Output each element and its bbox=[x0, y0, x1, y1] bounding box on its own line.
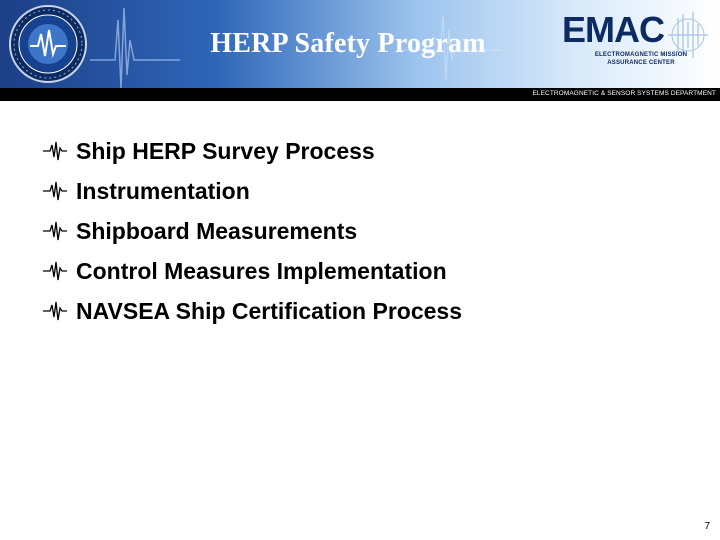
department-seal-icon bbox=[8, 4, 88, 84]
bullet-text: Shipboard Measurements bbox=[76, 217, 358, 244]
signal-pulse-icon bbox=[42, 261, 68, 281]
emac-logo-subtitle: ELECTROMAGNETIC MISSION bbox=[594, 52, 688, 58]
bullet-item bbox=[42, 251, 462, 291]
department-label: ELECTROMAGNETIC & SENSOR SYSTEMS DEPARTMENT bbox=[532, 90, 716, 97]
signal-pulse-icon bbox=[42, 181, 68, 201]
signal-pulse-icon bbox=[42, 301, 68, 321]
emac-logo: EMAC bbox=[562, 9, 664, 50]
header-banner bbox=[0, 0, 720, 88]
bullet-item bbox=[42, 171, 462, 211]
bullet-text: Ship HERP Survey Process bbox=[76, 137, 375, 164]
page-number: 7 bbox=[704, 521, 710, 532]
bullet-list bbox=[42, 131, 462, 331]
bullet-text: Control Measures Implementation bbox=[76, 257, 447, 284]
bullet-text: Instrumentation bbox=[76, 177, 250, 204]
bullet-text: NAVSEA Ship Certification Process bbox=[76, 297, 462, 324]
bullet-item bbox=[42, 131, 462, 171]
department-bar bbox=[0, 88, 720, 101]
bullet-item bbox=[42, 211, 462, 251]
slide-title: HERP Safety Program bbox=[210, 28, 486, 59]
signal-pulse-icon bbox=[42, 221, 68, 241]
signal-pulse-icon bbox=[42, 141, 68, 161]
bullet-item bbox=[42, 291, 462, 331]
emac-logo-subtitle-2: ASSURANCE CENTER bbox=[607, 60, 675, 66]
